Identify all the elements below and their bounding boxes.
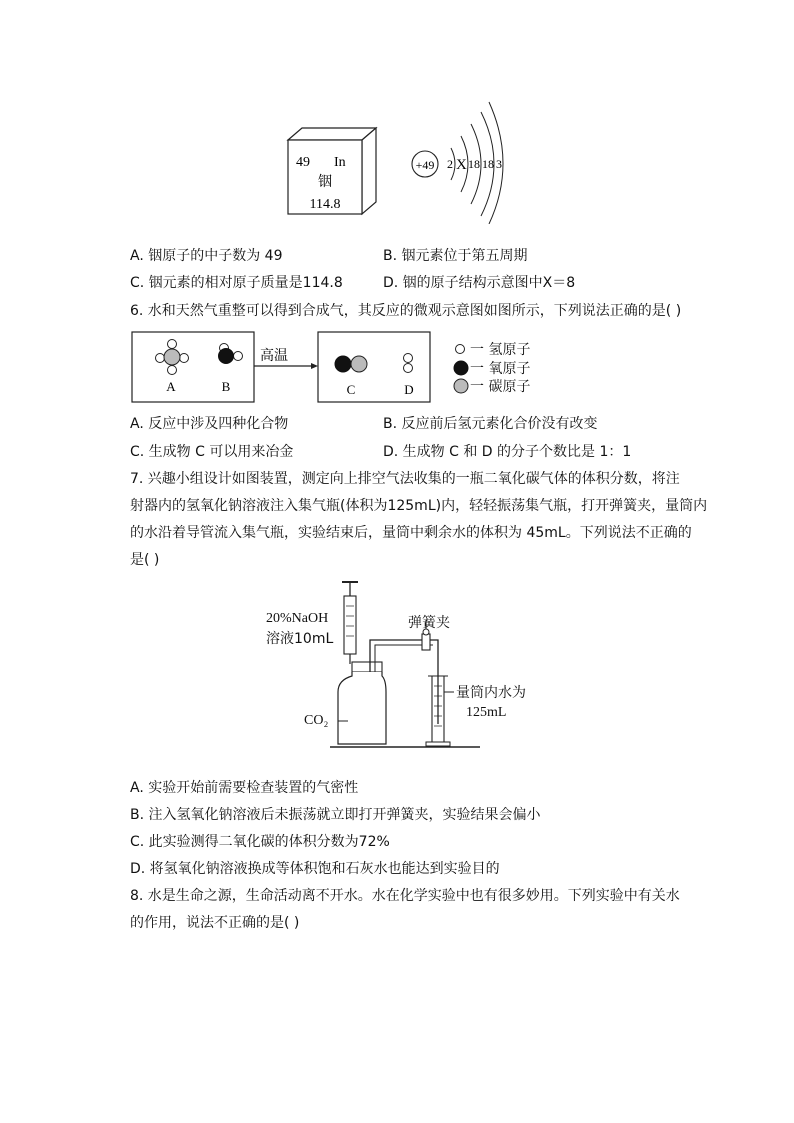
shell-5-count: 3 — [496, 157, 502, 171]
q8-stem-line-1: 8. 水是生命之源，生命活动离不开水。水在化学实验中也有很多妙用。下列实验中有关水 — [130, 888, 680, 904]
cylinder-label-line-2: 125mL — [466, 705, 507, 720]
legend-hydrogen: 一 氢原子 — [470, 342, 531, 358]
q7-stem-line-2: 射器内的氢氧化钠溶液注入集气瓶(体积为125mL)内，轻轻振荡集气瓶，打开弹簧夹，量筒内 — [130, 498, 708, 514]
clamp-label: 弹簧夹 — [408, 615, 450, 631]
carbon-legend-icon — [454, 379, 468, 393]
shell-2-count: X — [456, 157, 467, 173]
nucleus-charge: +49 — [415, 158, 435, 172]
q6-option-c: C. 生成物 C 可以用来冶金 — [130, 444, 294, 460]
legend-carbon: 一 碳原子 — [470, 379, 531, 395]
q7-stem-line-1: 7. 兴趣小组设计如图装置，测定向上排空气法收集的一瓶二氧化碳气体的体积分数，将注 — [130, 471, 680, 487]
molecule-a-label: A — [166, 379, 176, 394]
q6-option-b: B. 反应前后氢元素化合价没有改变 — [383, 416, 598, 432]
element-number: 49 — [296, 155, 310, 170]
q7-apparatus-figure — [262, 576, 522, 756]
shell-1-count: 2 — [447, 157, 453, 171]
q7-option-b: B. 注入氢氧化钠溶液后未振荡就立即打开弹簧夹，实验结果会偏小 — [130, 807, 541, 823]
q5-option-b: B. 铟元素位于第五周期 — [383, 248, 528, 264]
syringe-label-concentration: 20%NaOH — [266, 611, 329, 626]
atom-structure-figure — [405, 96, 515, 224]
oxygen-legend-icon — [454, 361, 468, 375]
q6-stem: 6. 水和天然气重整可以得到合成气，其反应的微观示意图如图所示，下列说法正确的是( ) — [130, 303, 682, 319]
shell-4-count: 18 — [482, 157, 494, 171]
legend-oxygen: 一 氧原子 — [470, 361, 531, 377]
q7-stem-line-3: 的水沿着导管流入集气瓶，实验结束后，量筒中剩余水的体积为 45mL。下列说法不正确的 — [130, 525, 692, 541]
q5-option-d: D. 铟的原子结构示意图中X＝8 — [383, 275, 576, 291]
q7-option-d: D. 将氢氧化钠溶液换成等体积饱和石灰水也能达到实验目的 — [130, 861, 500, 877]
molecule-b-label: B — [221, 379, 231, 394]
molecule-d-label: D — [404, 382, 414, 397]
q7-option-c: C. 此实验测得二氧化碳的体积分数为72% — [130, 834, 390, 850]
q6-option-a: A. 反应中涉及四种化合物 — [130, 416, 289, 432]
q5-option-c: C. 铟元素的相对原子质量是114.8 — [130, 275, 343, 291]
q5-option-a: A. 铟原子的中子数为 49 — [130, 248, 283, 264]
cylinder-label-line-1: 量筒内水为 — [456, 685, 526, 701]
hydrogen-legend-icon — [456, 345, 465, 354]
element-mass: 114.8 — [309, 197, 341, 212]
bottle-gas-label: CO₂ — [304, 713, 329, 728]
element-card-figure — [282, 126, 382, 218]
shell-3-count: 18 — [468, 157, 480, 171]
q8-stem-line-2: 的作用，说法不正确的是( ) — [130, 915, 300, 931]
q6-option-d: D. 生成物 C 和 D 的分子个数比是 1：1 — [383, 444, 632, 460]
reaction-condition: 高温 — [260, 349, 288, 364]
q7-option-a: A. 实验开始前需要检查装置的气密性 — [130, 780, 359, 796]
element-name: 铟 — [318, 175, 332, 190]
syringe-label-volume: 溶液10mL — [266, 631, 334, 647]
element-symbol: In — [334, 155, 346, 170]
molecule-c-label: C — [346, 382, 356, 397]
q7-stem-line-4: 是( ) — [130, 552, 160, 568]
